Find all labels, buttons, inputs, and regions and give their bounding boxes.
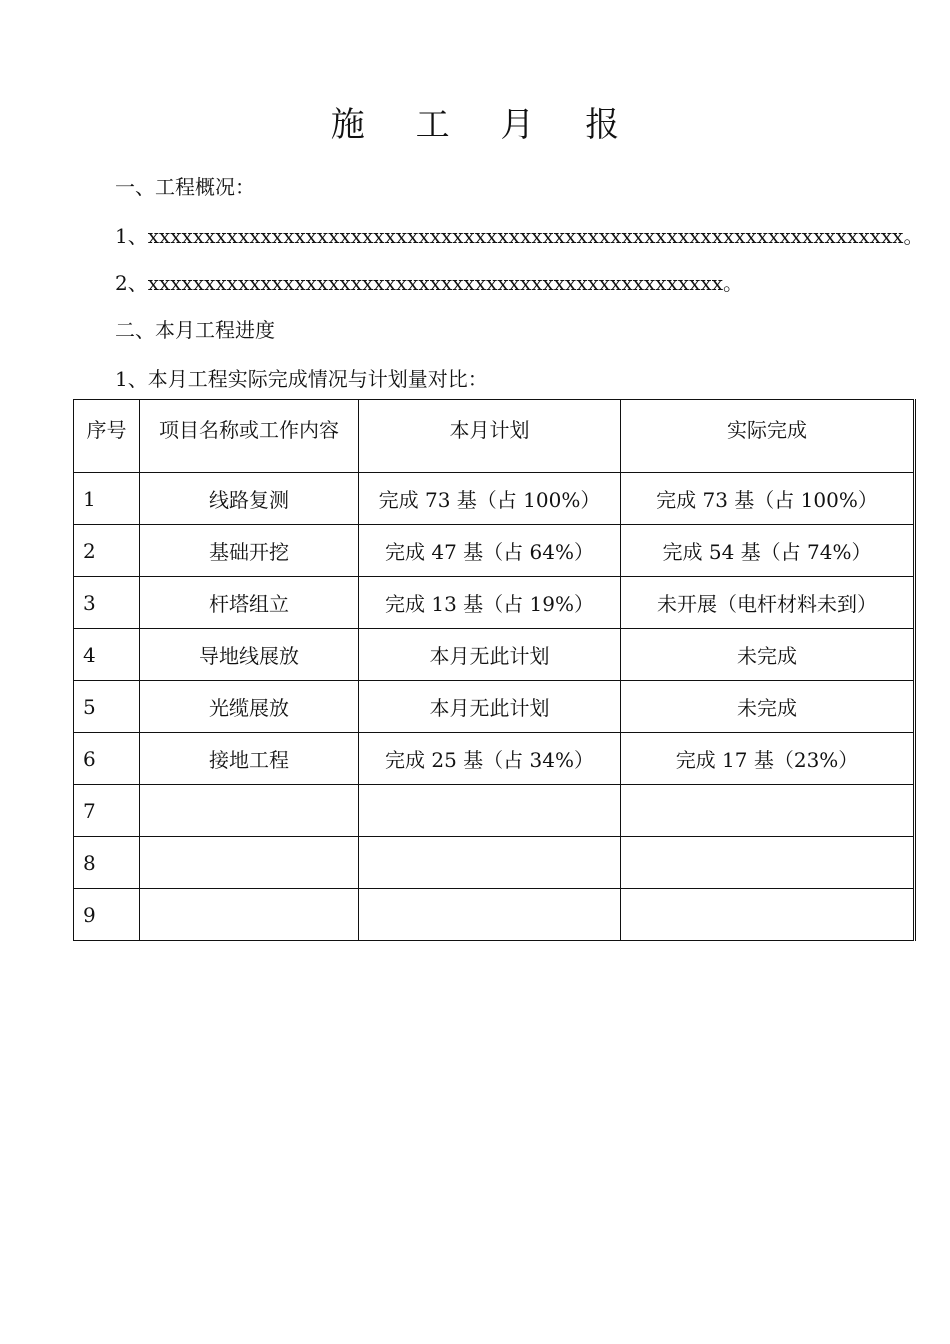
row-serial: 8 bbox=[74, 837, 140, 889]
row-plan: 完成 13 基（占 19%） bbox=[359, 577, 621, 629]
table-row bbox=[74, 473, 915, 525]
table-row bbox=[74, 629, 915, 681]
table-row bbox=[74, 889, 915, 941]
header-serial-number: 序号 bbox=[74, 400, 140, 473]
row-serial: 3 bbox=[74, 577, 140, 629]
row-actual bbox=[621, 889, 915, 941]
table-row bbox=[74, 577, 915, 629]
row-actual: 完成 17 基（23%） bbox=[621, 733, 915, 785]
row-serial: 4 bbox=[74, 629, 140, 681]
row-plan: 完成 47 基（占 64%） bbox=[359, 525, 621, 577]
table-row bbox=[74, 525, 915, 577]
row-item-name bbox=[140, 785, 359, 837]
table-row bbox=[74, 681, 915, 733]
progress-comparison-table bbox=[73, 399, 916, 941]
row-item-name bbox=[140, 889, 359, 941]
row-item-name: 导地线展放 bbox=[140, 629, 359, 681]
row-plan: 本月无此计划 bbox=[359, 629, 621, 681]
section-heading-progress: 二、本月工程进度 bbox=[115, 318, 275, 342]
row-actual bbox=[621, 837, 915, 889]
document-title: 施 工 月 报 bbox=[330, 105, 640, 145]
row-actual bbox=[621, 785, 915, 837]
row-actual: 未完成 bbox=[621, 629, 915, 681]
row-item-name: 基础开挖 bbox=[140, 525, 359, 577]
row-serial: 7 bbox=[74, 785, 140, 837]
row-actual: 未开展（电杆材料未到） bbox=[621, 577, 915, 629]
row-actual: 完成 73 基（占 100%） bbox=[621, 473, 915, 525]
row-item-name: 光缆展放 bbox=[140, 681, 359, 733]
row-item-name bbox=[140, 837, 359, 889]
row-serial: 5 bbox=[74, 681, 140, 733]
table-header-row bbox=[74, 400, 915, 473]
row-plan bbox=[359, 889, 621, 941]
row-serial: 2 bbox=[74, 525, 140, 577]
row-serial: 1 bbox=[74, 473, 140, 525]
row-plan: 完成 73 基（占 100%） bbox=[359, 473, 621, 525]
overview-item-1: 1、xxxxxxxxxxxxxxxxxxxxxxxxxxxxxxxxxxxxxxxxxxxxxxxxxxxxxxxxxxxxxxxxxxx。 bbox=[115, 224, 924, 248]
overview-item-2: 2、xxxxxxxxxxxxxxxxxxxxxxxxxxxxxxxxxxxxxxxxxxxxxxxxxxx。 bbox=[115, 271, 743, 295]
row-plan bbox=[359, 785, 621, 837]
row-plan: 完成 25 基（占 34%） bbox=[359, 733, 621, 785]
row-actual: 完成 54 基（占 74%） bbox=[621, 525, 915, 577]
section-heading-overview: 一、工程概况： bbox=[115, 175, 255, 199]
row-serial: 6 bbox=[74, 733, 140, 785]
table-row bbox=[74, 785, 915, 837]
table-row bbox=[74, 837, 915, 889]
row-plan: 本月无此计划 bbox=[359, 681, 621, 733]
header-item-name: 项目名称或工作内容 bbox=[140, 400, 359, 473]
row-plan bbox=[359, 837, 621, 889]
table-row bbox=[74, 733, 915, 785]
row-serial: 9 bbox=[74, 889, 140, 941]
header-actual-completion: 实际完成 bbox=[621, 400, 915, 473]
header-monthly-plan: 本月计划 bbox=[359, 400, 621, 473]
progress-subheading: 1、本月工程实际完成情况与计划量对比： bbox=[115, 367, 488, 391]
row-item-name: 线路复测 bbox=[140, 473, 359, 525]
row-item-name: 杆塔组立 bbox=[140, 577, 359, 629]
row-actual: 未完成 bbox=[621, 681, 915, 733]
row-item-name: 接地工程 bbox=[140, 733, 359, 785]
